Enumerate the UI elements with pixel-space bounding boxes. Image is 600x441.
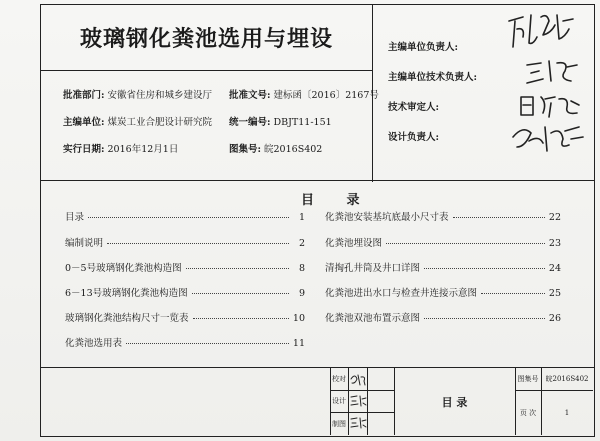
toc-item[interactable]: 6－13号玻璃钢化粪池构造图 9 <box>65 288 305 299</box>
toc-item[interactable]: 玻璃钢化粪池结构尺寸一览表 10 <box>65 313 305 324</box>
page-label: 页 次 <box>519 408 537 417</box>
title-block <box>40 367 595 437</box>
header-block <box>40 4 595 181</box>
resp-editor-tech: 主编单位技术负责人: <box>388 72 478 83</box>
toc-title: 目 录 <box>301 193 374 208</box>
toc-item[interactable]: 0－5号玻璃钢化粪池构造图 8 <box>65 263 305 274</box>
drafter-label: 制图 <box>332 419 346 428</box>
checker-label: 校对 <box>332 375 346 383</box>
atlas-no-value: 皖2016S402 <box>545 375 589 383</box>
toc-item[interactable]: 清掏孔井筒及井口详图 24 <box>325 263 561 274</box>
atlas-number: 图集号: 皖2016S402 <box>229 144 323 155</box>
toc-item[interactable]: 化粪池埋设图 23 <box>325 238 561 249</box>
approval-info <box>41 71 379 182</box>
signature-checker <box>349 371 367 387</box>
unified-number: 统一编号: DBJT11-151 <box>229 117 332 128</box>
approval-dept: 批准部门: 安徽省住房和城乡建设厅 <box>63 90 213 101</box>
page-value: 1 <box>564 408 570 417</box>
signature-2 <box>521 55 581 89</box>
signature-4 <box>509 117 589 157</box>
atlas-no-label: 图集号 <box>517 375 539 383</box>
effective-date: 实行日期: 2016年12月1日 <box>63 144 179 155</box>
signature-designer <box>349 393 367 409</box>
signature-drafter <box>349 415 367 431</box>
toc-item[interactable]: 编制说明 2 <box>65 238 305 249</box>
resp-tech-review: 技术审定人: <box>388 102 440 113</box>
resp-editor-unit: 主编单位负责人: <box>388 42 459 53</box>
signature-1 <box>503 7 583 55</box>
sheet-title: 目 录 <box>441 395 468 409</box>
editor-unit: 主编单位: 煤炭工业合肥设计研究院 <box>63 117 213 128</box>
toc-item[interactable]: 化粪池选用表 11 <box>65 338 305 349</box>
toc-item[interactable]: 化粪池安装基坑底最小尺寸表 22 <box>325 212 561 223</box>
designer-label: 设计 <box>332 397 346 405</box>
atlas-title: 玻璃钢化粪池选用与埋设 <box>41 5 373 71</box>
toc-item[interactable]: 目录 1 <box>65 212 305 223</box>
table-of-contents <box>40 181 595 367</box>
toc-item[interactable]: 化粪池双池布置示意图 26 <box>325 313 561 324</box>
toc-item[interactable]: 化粪池进出水口与检查井连接示意图 25 <box>325 288 561 299</box>
resp-designer: 设计负责人: <box>388 132 440 143</box>
approval-doc: 批准文号: 建标函〔2016〕2167号 <box>229 90 379 101</box>
